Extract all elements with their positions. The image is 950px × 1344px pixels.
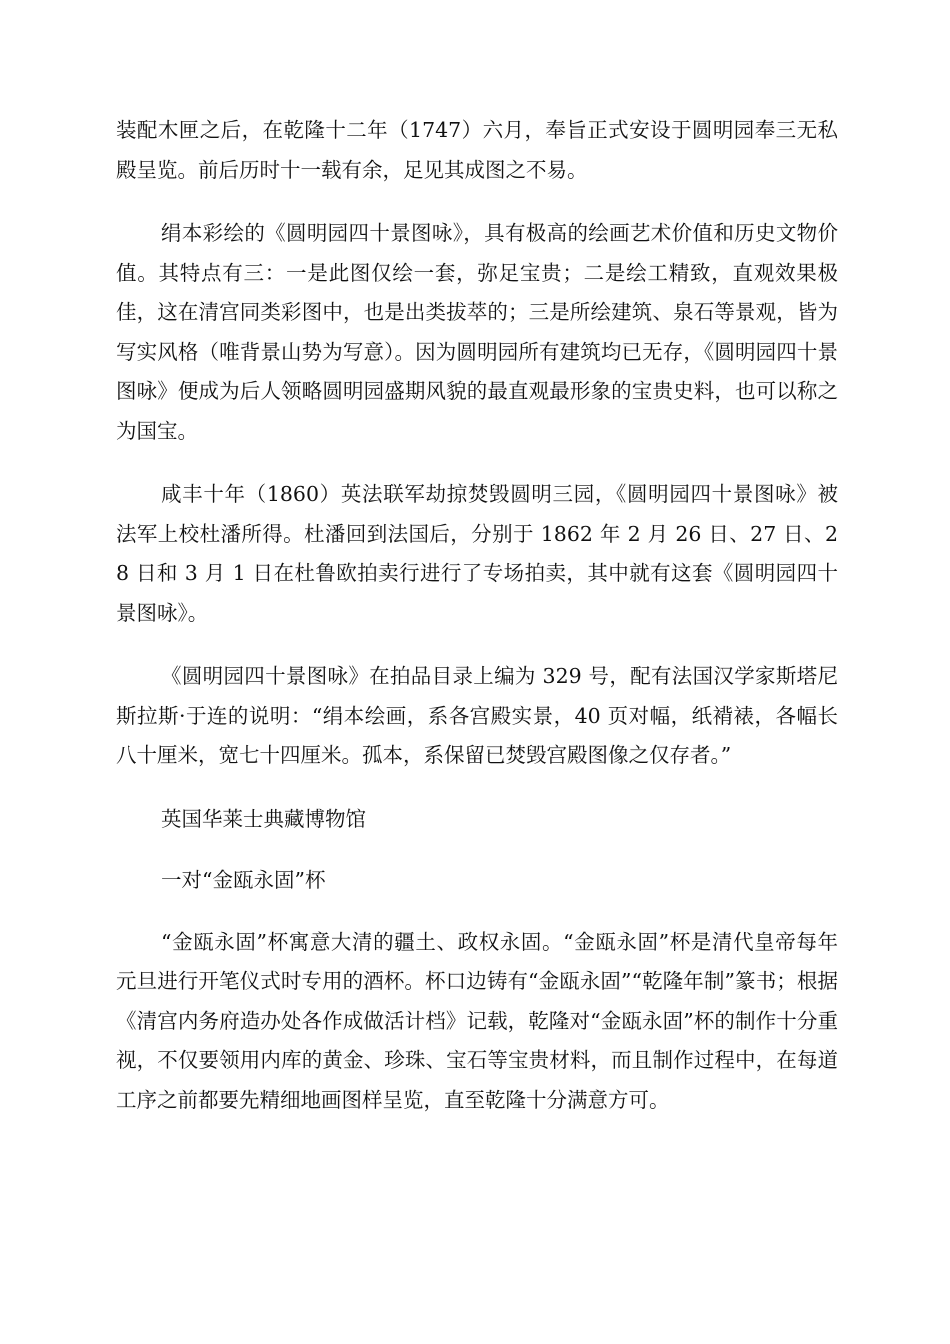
section-heading-cup: 一对“金瓯永固”杯 <box>161 868 326 892</box>
paragraph-looting-auction: 咸丰十年（1860）英法联军劫掠焚毁圆明三园，《圆明园四十景图咏》被法军上校杜潘所得。杜潘回到法国后，分别于 1862 年 2 月 26 日、27 日、28 日和 3 月 1 日在杜鲁欧拍卖行进行了专场拍卖，其中就有这套《圆明园四十景图咏》。 <box>116 482 838 625</box>
paragraph-silk-painting-value: 绢本彩绘的《圆明园四十景图咏》，具有极高的绘画艺术价值和历史文物价值。其特点有三：一是此图仅绘一套，弥足宝贵；二是绘工精致，直观效果极佳，这在清宫同类彩图中，也是出类拔萃的；三是所绘建筑、泉石等景观，皆为写实风格（唯背景山势为写意）。因为圆明园所有建筑均已无存，《圆明园四十景图咏》便成为后人领略圆明园盛期风貌的最直观最形象的宝贵史料，也可以称之为国宝。 <box>116 221 838 443</box>
document-body <box>116 111 838 1144</box>
paragraph-auction-catalog: 《圆明园四十景图咏》在拍品目录上编为 329 号，配有法国汉学家斯塔尼斯拉斯·于连的说明：“绢本绘画，系各宫殿实景，40 页对幅，纸褙裱，各幅长八十厘米，宽七十四厘米。孤本，系保留已焚毁宫殿图像之仅存者。” <box>116 664 838 767</box>
section-heading-museum: 英国华莱士典藏博物馆 <box>161 806 366 831</box>
paragraph-golden-cup: “金瓯永固”杯寓意大清的疆土、政权永固。“金瓯永固”杯是清代皇帝每年元旦进行开笔仪式时专用的酒杯。杯口边铸有“金瓯永固”“乾隆年制”篆书；根据《清宫内务府造办处各作成做活计档》记载，乾隆对“金瓯永固”杯的制作十分重视，不仅要领用内库的黄金、珍珠、宝石等宝贵材料，而且制作过程中，在每道工序之前都要先精细地画图样呈览，直至乾隆十分满意方可。 <box>116 929 838 1112</box>
paragraph-continuation: 装配木匣之后，在乾隆十二年（1747）六月，奉旨正式安设于圆明园奉三无私殿呈览。前后历时十一载有余，足见其成图之不易。 <box>116 118 838 182</box>
